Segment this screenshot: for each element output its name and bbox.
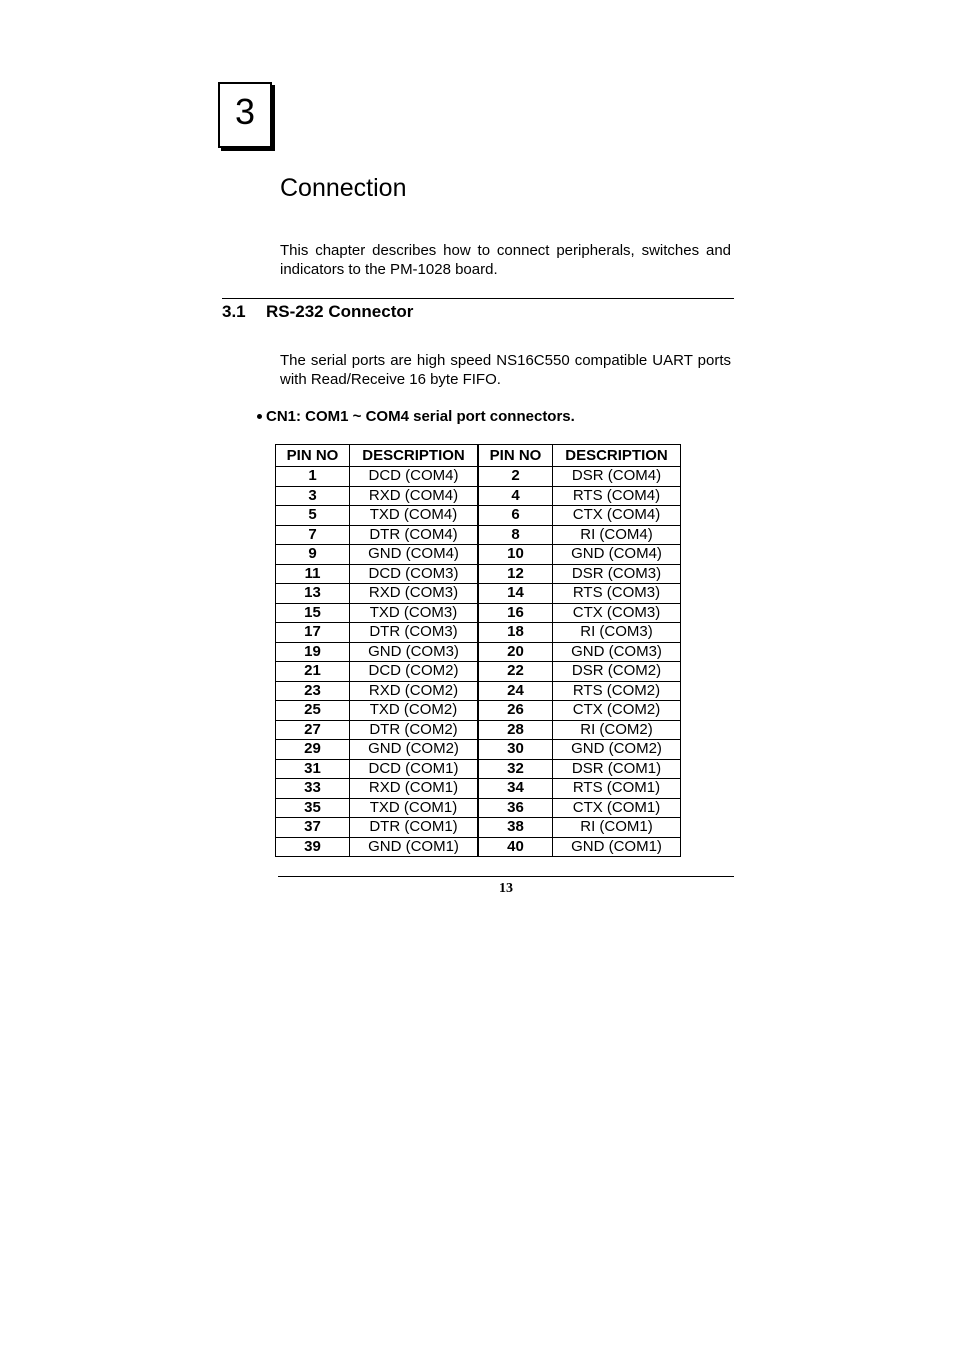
- pin-description-cell: RXD (COM1): [350, 779, 479, 799]
- table-row: [276, 662, 681, 682]
- pin-number-cell: 33: [276, 779, 350, 799]
- table-row: [276, 584, 681, 604]
- pin-number-cell: 25: [276, 701, 350, 721]
- pin-description-cell: DSR (COM3): [553, 564, 681, 584]
- table-row: [276, 798, 681, 818]
- pin-description-cell: RXD (COM3): [350, 584, 479, 604]
- table-row: [276, 740, 681, 760]
- table-row: [276, 564, 681, 584]
- pin-description-cell: RTS (COM3): [553, 584, 681, 604]
- table-row: [276, 720, 681, 740]
- pin-description-cell: GND (COM4): [553, 545, 681, 565]
- pin-description-cell: RTS (COM1): [553, 779, 681, 799]
- pin-number-cell: 32: [478, 759, 553, 779]
- pin-description-cell: DSR (COM4): [553, 467, 681, 487]
- pin-number-cell: 22: [478, 662, 553, 682]
- pin-description-cell: GND (COM2): [350, 740, 479, 760]
- footer-rule: [278, 876, 734, 877]
- pin-description-cell: DCD (COM3): [350, 564, 479, 584]
- pin-number-cell: 9: [276, 545, 350, 565]
- bullet-text: CN1: COM1 ~ COM4 serial port connectors.: [266, 408, 575, 425]
- section-description: The serial ports are high speed NS16C550 compatible UART ports with Read/Receive 16 byte FIFO.: [280, 352, 731, 388]
- table-row: [276, 545, 681, 565]
- table-row: [276, 506, 681, 526]
- chapter-intro: This chapter describes how to connect peripherals, switches and indicators to the PM-1028 board.: [280, 242, 731, 278]
- pin-description-cell: GND (COM1): [553, 837, 681, 857]
- pin-description-cell: CTX (COM4): [553, 506, 681, 526]
- pin-description-cell: RI (COM3): [553, 623, 681, 643]
- pin-description-cell: DCD (COM4): [350, 467, 479, 487]
- pin-description-cell: DTR (COM3): [350, 623, 479, 643]
- pin-description-cell: DTR (COM1): [350, 818, 479, 838]
- pin-description-cell: DTR (COM4): [350, 525, 479, 545]
- table-row: [276, 701, 681, 721]
- pin-number-cell: 2: [478, 467, 553, 487]
- pin-number-cell: 30: [478, 740, 553, 760]
- pin-table-body: [276, 467, 681, 857]
- pin-number-cell: 16: [478, 603, 553, 623]
- section-divider: [222, 298, 734, 299]
- pin-number-cell: 28: [478, 720, 553, 740]
- pin-description-cell: RXD (COM4): [350, 486, 479, 506]
- pin-number-cell: 27: [276, 720, 350, 740]
- column-header: DESCRIPTION: [350, 445, 479, 467]
- pin-number-cell: 7: [276, 525, 350, 545]
- table-row: [276, 467, 681, 487]
- pin-description-cell: CTX (COM2): [553, 701, 681, 721]
- pin-number-cell: 10: [478, 545, 553, 565]
- pin-number-cell: 6: [478, 506, 553, 526]
- pin-number-cell: 13: [276, 584, 350, 604]
- pin-description-cell: CTX (COM3): [553, 603, 681, 623]
- pin-number-cell: 23: [276, 681, 350, 701]
- bullet-item: [257, 407, 575, 426]
- pin-number-cell: 40: [478, 837, 553, 857]
- pin-description-cell: DSR (COM1): [553, 759, 681, 779]
- pin-description-cell: GND (COM3): [553, 642, 681, 662]
- pin-number-cell: 5: [276, 506, 350, 526]
- pin-description-cell: RTS (COM2): [553, 681, 681, 701]
- pin-description-cell: RI (COM2): [553, 720, 681, 740]
- pin-number-cell: 8: [478, 525, 553, 545]
- pin-number-cell: 29: [276, 740, 350, 760]
- pin-description-cell: RXD (COM2): [350, 681, 479, 701]
- pin-table: [275, 444, 681, 857]
- pin-description-cell: DCD (COM2): [350, 662, 479, 682]
- pin-number-cell: 14: [478, 584, 553, 604]
- section-number: 3.1: [222, 302, 246, 321]
- table-row: [276, 603, 681, 623]
- pin-description-cell: TXD (COM4): [350, 506, 479, 526]
- pin-description-cell: GND (COM1): [350, 837, 479, 857]
- pin-table-header-row: [276, 445, 681, 467]
- column-header: DESCRIPTION: [553, 445, 681, 467]
- pin-number-cell: 15: [276, 603, 350, 623]
- pin-number-cell: 35: [276, 798, 350, 818]
- table-row: [276, 623, 681, 643]
- pin-description-cell: GND (COM4): [350, 545, 479, 565]
- pin-description-cell: RI (COM1): [553, 818, 681, 838]
- chapter-title: Connection: [280, 174, 407, 202]
- pin-number-cell: 19: [276, 642, 350, 662]
- pin-number-cell: 38: [478, 818, 553, 838]
- pin-number-cell: 24: [478, 681, 553, 701]
- pin-number-cell: 1: [276, 467, 350, 487]
- table-row: [276, 681, 681, 701]
- pin-number-cell: 31: [276, 759, 350, 779]
- section-heading: [222, 301, 413, 323]
- pin-number-cell: 17: [276, 623, 350, 643]
- pin-number-cell: 21: [276, 662, 350, 682]
- pin-description-cell: TXD (COM3): [350, 603, 479, 623]
- table-row: [276, 837, 681, 857]
- table-row: [276, 642, 681, 662]
- pin-number-cell: 11: [276, 564, 350, 584]
- pin-number-cell: 34: [478, 779, 553, 799]
- table-row: [276, 525, 681, 545]
- pin-description-cell: RI (COM4): [553, 525, 681, 545]
- chapter-number-box: [218, 82, 272, 148]
- pin-description-cell: TXD (COM2): [350, 701, 479, 721]
- pin-number-cell: 20: [478, 642, 553, 662]
- bullet-icon: [257, 414, 262, 419]
- section-title: RS-232 Connector: [266, 302, 414, 321]
- pin-description-cell: TXD (COM1): [350, 798, 479, 818]
- pin-description-cell: DSR (COM2): [553, 662, 681, 682]
- pin-description-cell: DCD (COM1): [350, 759, 479, 779]
- pin-number-cell: 37: [276, 818, 350, 838]
- pin-description-cell: GND (COM2): [553, 740, 681, 760]
- pin-number-cell: 26: [478, 701, 553, 721]
- pin-description-cell: GND (COM3): [350, 642, 479, 662]
- pin-number-cell: 12: [478, 564, 553, 584]
- pin-number-cell: 36: [478, 798, 553, 818]
- pin-description-cell: RTS (COM4): [553, 486, 681, 506]
- chapter-number: 3: [234, 91, 256, 132]
- table-row: [276, 486, 681, 506]
- column-header: PIN NO: [478, 445, 553, 467]
- table-row: [276, 779, 681, 799]
- pin-number-cell: 18: [478, 623, 553, 643]
- table-row: [276, 818, 681, 838]
- pin-number-cell: 39: [276, 837, 350, 857]
- pin-number-cell: 3: [276, 486, 350, 506]
- table-row: [276, 759, 681, 779]
- pin-description-cell: DTR (COM2): [350, 720, 479, 740]
- page-number: 13: [499, 881, 513, 896]
- pin-description-cell: CTX (COM1): [553, 798, 681, 818]
- column-header: PIN NO: [276, 445, 350, 467]
- pin-number-cell: 4: [478, 486, 553, 506]
